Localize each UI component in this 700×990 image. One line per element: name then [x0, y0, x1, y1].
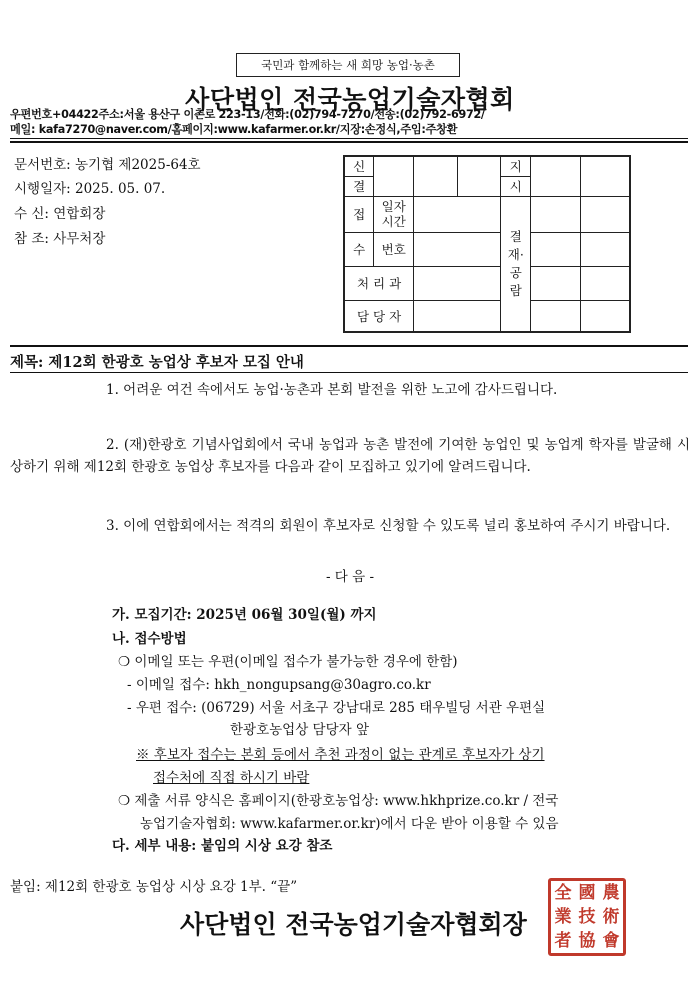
next-marker: - 다 음 - — [325, 569, 375, 585]
recruit-period: 가. 모집기간: 2025년 06월 30일(월) 까지 — [112, 607, 377, 623]
post-submission-line-1: - 우편 접수: (06729) 서울 서초구 강남대로 285 태우빌딩 서관 우편실 — [127, 700, 546, 716]
approval-gyeol: 결 — [344, 176, 374, 196]
seal-char: 業 — [554, 907, 572, 927]
forms-line-2: 농업기술자협회: www.kafarmer.or.kr)에서 다운 받아 이용할 수 있음 — [140, 816, 559, 832]
seal-char: 協 — [578, 931, 596, 951]
recipient-row — [14, 202, 105, 222]
note-line-1: ※ 후보자 접수는 본회 등에서 추천 과정이 없는 관계로 후보자가 상기 — [136, 747, 545, 763]
recipient-value: 연합회장 — [53, 206, 106, 222]
approval-manager: 담 당 자 — [344, 300, 414, 332]
approval-number: 번호 — [374, 232, 414, 266]
reference-row — [14, 227, 105, 247]
reference-value: 사무처장 — [53, 231, 106, 247]
seal-char: 全 — [554, 883, 572, 903]
signature-title: 사단법인 전국농업기술자협회장 — [180, 910, 527, 939]
email-submission: - 이메일 접수: hkh_nongupsang@30agro.co.kr — [127, 677, 431, 693]
header-rule-bottom — [10, 141, 688, 143]
paragraph-3: 3. 이에 연합회에서는 적격의 회원이 후보자로 신청할 수 있도록 널리 홍보하여 주시기 바랍니다. — [106, 518, 671, 534]
reference-label: 참 조: — [14, 231, 49, 247]
seal-char: 者 — [554, 931, 572, 951]
header-rule-top — [10, 138, 688, 139]
seal-char: 技 — [578, 907, 596, 927]
organization-title: 사단법인 전국농업기술자협회 — [185, 85, 515, 114]
subject: 제목: 제12회 한광호 농업상 후보자 모집 안내 — [10, 354, 304, 371]
approval-jeop: 접 — [344, 196, 374, 232]
paragraph-2: 2. (재)한광호 기념사업회에서 국내 농업과 농촌 발전에 기여한 농업인 및 농업계 학자를 발굴해 시상하기 위해 제12회 한광호 농업상 후보자를 다음과 같이 모집하고 있기에 알려드립니다. — [10, 437, 690, 475]
seal-char: 國 — [578, 883, 596, 903]
approval-ji: 지 — [501, 156, 531, 176]
paragraph-1: 1. 어려운 여건 속에서도 농업·농촌과 본회 발전을 위한 노고에 감사드립니다. — [106, 382, 558, 398]
forms-line-1: ❍ 제출 서류 양식은 홈페이지(한광호농업상: www.hkhprize.co.kr / 전국 — [118, 793, 559, 809]
subject-rule-bottom — [10, 372, 688, 373]
method-title: 나. 접수방법 — [112, 631, 187, 647]
post-submission-line-2: 한광호농업상 담당자 앞 — [230, 722, 369, 738]
approval-si: 시 — [501, 176, 531, 196]
issue-date: 시행일자: 2025. 05. 07. — [14, 181, 166, 197]
approval-sin: 신 — [344, 156, 374, 176]
recipient-label: 수 신: — [14, 206, 49, 222]
approval-table — [343, 155, 631, 333]
attachment: 붙임: 제12회 한광호 농업상 시상 요강 1부. “끝” — [10, 879, 298, 895]
slogan-box: 국민과 함께하는 새 희망 농업·농촌 — [236, 53, 460, 77]
approval-process-dept: 처 리 과 — [344, 266, 414, 300]
method-bullet: ❍ 이메일 또는 우편(이메일 접수가 불가능한 경우에 한함) — [118, 654, 458, 670]
contact-line-2: 메일: kafa7270@naver.com/홈페이지:www.kafarmer.or.kr/지장:손정식,주임:주창환 — [10, 123, 458, 136]
seal-char: 農 — [602, 883, 620, 903]
detail-content: 다. 세부 내용: 붙임의 시상 요강 참조 — [112, 838, 333, 854]
note-line-2: 접수처에 직접 하시기 바람 — [153, 770, 310, 786]
doc-number: 문서번호: 농기협 제2025-64호 — [14, 157, 201, 173]
approval-date-time: 일자 시간 — [374, 196, 414, 232]
approval-gyeoljae: 결 재· 공 람 — [501, 196, 531, 332]
seal-char: 會 — [602, 931, 620, 951]
official-seal — [548, 878, 626, 956]
subject-rule-top — [10, 345, 688, 347]
approval-su: 수 — [344, 232, 374, 266]
contact-line-1: 우편번호+04422주소:서울 용산구 이촌로 223-13/전화:(02)794-7270/전송:(02)792-6972/ — [10, 108, 485, 121]
seal-char: 術 — [602, 907, 620, 927]
